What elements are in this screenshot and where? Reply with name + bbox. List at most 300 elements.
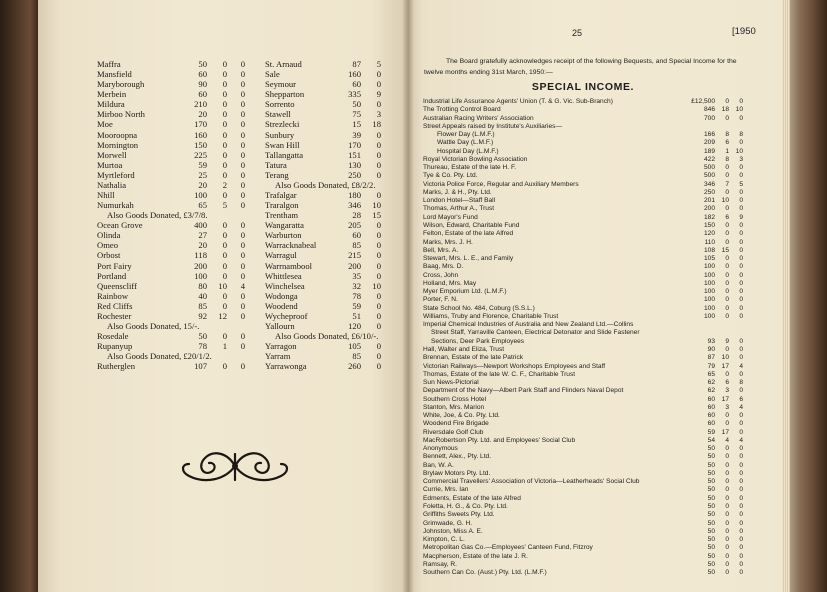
- list-row: [423, 486, 743, 494]
- list-row: [97, 170, 245, 180]
- amount-shillings: 18: [721, 106, 729, 114]
- amount-pounds: 50: [707, 445, 715, 453]
- entry-name: Johnston, Miss A. E.: [423, 527, 483, 535]
- amount-pence: [233, 321, 245, 331]
- entry-name: Porter, F. N.: [423, 296, 458, 304]
- amount-pence: 0: [739, 271, 743, 279]
- amount-pounds: 80: [198, 280, 207, 291]
- amount-pence: 0: [739, 98, 743, 105]
- amount-pence: 0: [739, 478, 743, 486]
- list-row: [423, 139, 743, 147]
- amount-pence: [381, 271, 399, 281]
- list-row: [423, 123, 743, 131]
- amount-pence: [381, 170, 399, 180]
- amount-pounds: 50: [707, 552, 715, 560]
- amount-pence: [236, 351, 245, 361]
- amount-pence: 0: [240, 260, 245, 271]
- list-row: [265, 301, 399, 311]
- entry-name: Holland, Mrs. May: [423, 279, 477, 287]
- list-row: [97, 69, 245, 79]
- amount-pounds: 50: [352, 99, 361, 110]
- list-row: [265, 261, 399, 271]
- amount-pounds: 205: [348, 220, 361, 231]
- entry-name: Baag, Mrs. D.: [423, 263, 464, 271]
- entry-name: Portland: [97, 270, 127, 281]
- list-row: [423, 470, 743, 478]
- list-row: [423, 561, 743, 569]
- amount-pounds: 400: [194, 220, 207, 231]
- amount-pounds: 150: [703, 221, 715, 229]
- amount-shillings: 0: [725, 445, 729, 453]
- amount-pounds: 107: [194, 361, 207, 372]
- amount-pounds: [212, 351, 226, 361]
- list-row: [423, 313, 743, 321]
- amount-pounds: 50: [707, 511, 715, 519]
- list-row: [423, 197, 743, 205]
- list-row: [265, 250, 399, 260]
- amount-pence: [381, 351, 399, 361]
- list-row: [265, 240, 399, 250]
- amount-shillings: 0: [222, 79, 227, 90]
- amount-pounds: 100: [703, 296, 715, 304]
- amount-pounds: 100: [703, 288, 715, 296]
- list-row: [97, 230, 245, 240]
- amount-pounds: 105: [348, 341, 361, 352]
- list-row: [97, 250, 245, 260]
- amount-shillings: 0: [725, 370, 729, 378]
- book-gutter: [402, 0, 414, 592]
- entry-name: Rainbow: [97, 290, 129, 301]
- amount-pence: 0: [739, 519, 743, 527]
- amount-pounds: 250: [703, 188, 715, 196]
- amount-pounds: 225: [194, 149, 207, 160]
- list-row: [97, 361, 245, 371]
- list-row: [265, 190, 399, 200]
- amount-pounds: 100: [194, 270, 207, 281]
- list-row: [97, 291, 245, 301]
- amount-shillings: [715, 321, 729, 329]
- amount-shillings: 0: [725, 544, 729, 552]
- amount-pounds: 85: [352, 351, 361, 362]
- amount-pence: 0: [240, 89, 245, 100]
- entry-name: Street Staff, Yarraville Canteen, Electrical Detonator and Slide Fastener: [431, 329, 640, 337]
- amount-pence: 0: [739, 164, 743, 172]
- list-row: [423, 354, 743, 362]
- entry-name: Imperial Chemical Industries of Australia and New Zealand Ltd.—Collins: [423, 321, 634, 329]
- list-row: [423, 528, 743, 536]
- amount-shillings: 0: [725, 552, 729, 560]
- amount-pence: [381, 160, 399, 170]
- amount-shillings: 0: [376, 240, 381, 251]
- amount-pence: 0: [739, 494, 743, 502]
- amount-shillings: 10: [372, 280, 381, 291]
- list-row: [97, 99, 245, 109]
- amount-pounds: [199, 321, 218, 331]
- amount-shillings: 0: [725, 527, 729, 535]
- amount-shillings: 0: [222, 300, 227, 311]
- list-row: [423, 255, 743, 263]
- amount-shillings: 0: [725, 569, 729, 577]
- amount-pounds: 27: [198, 230, 207, 241]
- list-row: [423, 214, 743, 222]
- amount-pounds: 60: [707, 403, 715, 411]
- amount-pounds: 90: [707, 345, 715, 353]
- amount-pence: 0: [739, 544, 743, 552]
- entry-name: Metropolitan Gas Co.—Employees' Canteen Fund, Fitzroy: [423, 544, 593, 552]
- list-row: [423, 520, 743, 528]
- page-number: 25: [572, 28, 583, 38]
- amount-shillings: 0: [725, 519, 729, 527]
- amount-pounds: 700: [703, 114, 715, 122]
- entry-name: Kimpton, C. L.: [423, 536, 465, 544]
- amount-pounds: 846: [703, 106, 715, 114]
- entry-name: Flower Day (L.M.F.): [437, 131, 495, 139]
- entry-name: Myer Emporium Ltd. (L.M.F.): [423, 288, 507, 296]
- book-cover-right: [790, 0, 827, 592]
- list-row: [423, 296, 743, 304]
- list-row: [265, 351, 399, 361]
- entry-name: Ocean Grove: [97, 220, 143, 231]
- amount-shillings: 0: [222, 250, 227, 261]
- amount-shillings: 0: [725, 494, 729, 502]
- amount-shillings: 6: [725, 139, 729, 147]
- entry-name: Royal Victorian Bowling Association: [423, 155, 528, 163]
- amount-pence: [729, 329, 743, 337]
- list-row: [423, 148, 743, 156]
- amount-pounds: 130: [348, 159, 361, 170]
- amount-pence: 0: [739, 288, 743, 296]
- amount-pence: 0: [240, 361, 245, 372]
- entry-name: Australian Racing Writers' Association: [423, 114, 534, 122]
- entry-name: Sunbury: [265, 129, 295, 140]
- list-row: [423, 503, 743, 511]
- amount-pounds: 85: [352, 240, 361, 251]
- amount-pence: 0: [739, 296, 743, 304]
- amount-pounds: 422: [703, 155, 715, 163]
- list-row: [423, 412, 743, 420]
- amount-shillings: 0: [376, 250, 381, 261]
- amount-shillings: 0: [222, 159, 227, 170]
- amount-shillings: 17: [721, 395, 729, 403]
- entry-name: Edments, Estate of the late Alfred: [423, 494, 521, 502]
- list-row: [97, 341, 245, 351]
- list-row: [423, 239, 743, 247]
- amount-pounds: 75: [352, 109, 361, 120]
- amount-shillings: 0: [725, 420, 729, 428]
- entry-name: Wilson, Edward, Charitable Fund: [423, 221, 520, 229]
- list-row: [423, 272, 743, 280]
- amount-pence: [381, 311, 399, 321]
- amount-pence: [381, 341, 399, 351]
- amount-shillings: 0: [222, 190, 227, 201]
- amount-shillings: 0: [725, 188, 729, 196]
- entry-name: Merbein: [97, 89, 127, 100]
- amount-shillings: 0: [725, 221, 729, 229]
- entry-name: Brennan, Estate of the late Patrick: [423, 354, 524, 362]
- entry-name: London Hotel—Staff Ball: [423, 197, 496, 205]
- amount-pence: 0: [739, 197, 743, 205]
- entry-name: Griffiths Sweets Pty. Ltd.: [423, 511, 495, 519]
- amount-pounds: 201: [703, 197, 715, 205]
- amount-pence: [381, 130, 399, 140]
- amount-shillings: 9: [376, 89, 381, 100]
- amount-pounds: 346: [703, 180, 715, 188]
- list-row: [265, 321, 399, 331]
- page-year: [1950: [732, 26, 756, 37]
- amount-pence: 0: [739, 428, 743, 436]
- entry-name: Traralgon: [265, 200, 299, 211]
- entry-name: Tatura: [265, 159, 287, 170]
- entry-name: Yarram: [265, 351, 291, 362]
- entry-name: Woodend Fire Brigade: [423, 420, 489, 428]
- amount-pence: 0: [739, 139, 743, 147]
- amount-pounds: 25: [198, 169, 207, 180]
- entry-name: Tye & Co. Pty. Ltd.: [423, 172, 478, 180]
- list-row: [97, 220, 245, 230]
- list-row: [97, 140, 245, 150]
- section-heading: SPECIAL INCOME.: [531, 81, 635, 93]
- amount-pounds: 160: [194, 129, 207, 140]
- list-row: [265, 291, 399, 301]
- amount-shillings: 17: [721, 362, 729, 370]
- amount-pence: 0: [240, 270, 245, 281]
- amount-pence: [381, 321, 399, 331]
- amount-pence: 0: [240, 341, 245, 352]
- list-row: [265, 160, 399, 170]
- amount-pounds: 100: [703, 271, 715, 279]
- entry-name: Yarragon: [265, 341, 297, 352]
- left-column-1: [97, 59, 245, 371]
- amount-pence: 0: [739, 552, 743, 560]
- amount-pence: 0: [739, 420, 743, 428]
- amount-pence: 0: [739, 370, 743, 378]
- entry-name: Victorian Railways—Newport Workshops Employees and Staff: [423, 362, 606, 370]
- list-row: [265, 150, 399, 160]
- entry-name: Riversdale Golf Club: [423, 428, 484, 436]
- list-row: [423, 164, 743, 172]
- entry-name: The Trotting Control Board: [423, 106, 501, 114]
- amount-pence: 0: [739, 461, 743, 469]
- amount-shillings: 0: [725, 511, 729, 519]
- amount-shillings: 7: [725, 180, 729, 188]
- amount-pounds: 93: [707, 337, 715, 345]
- list-row: [265, 180, 399, 190]
- list-row: [423, 544, 743, 552]
- amount-pence: [729, 123, 743, 131]
- amount-pounds: 79: [707, 362, 715, 370]
- amount-pounds: 200: [194, 260, 207, 271]
- amount-pounds: 50: [707, 486, 715, 494]
- entry-name: Strezlecki: [265, 119, 300, 130]
- amount-shillings: 1: [725, 147, 729, 155]
- list-row: [423, 404, 743, 412]
- amount-pounds: 118: [194, 250, 207, 261]
- list-row: [423, 205, 743, 213]
- amount-pence: 0: [240, 129, 245, 140]
- entry-name: Morwell: [97, 149, 127, 160]
- amount-pounds: [208, 210, 224, 220]
- amount-pounds: 210: [194, 99, 207, 110]
- amount-shillings: 0: [376, 270, 381, 281]
- amount-shillings: 0: [222, 119, 227, 130]
- list-row: [97, 281, 245, 291]
- entry-name: Mildura: [97, 99, 125, 110]
- entry-name: Maffra: [97, 59, 121, 69]
- entry-name: Rosedale: [97, 331, 129, 342]
- amount-shillings: 17: [721, 428, 729, 436]
- special-income-table: [423, 98, 743, 577]
- amount-pounds: £12,500: [691, 98, 715, 105]
- amount-pounds: 78: [352, 290, 361, 301]
- amount-pounds: 35: [352, 270, 361, 281]
- amount-shillings: 0: [376, 220, 381, 231]
- list-row: [97, 59, 245, 69]
- entry-name: Lord Mayor's Fund: [423, 213, 478, 221]
- list-row: [97, 160, 245, 170]
- amount-pounds: 50: [707, 569, 715, 577]
- amount-pence: [393, 331, 399, 341]
- list-row: [97, 190, 245, 200]
- amount-pence: [381, 301, 399, 311]
- amount-shillings: 0: [376, 149, 381, 160]
- list-row: [423, 106, 743, 114]
- entry-name: St. Arnaud: [265, 59, 302, 69]
- entry-name: Stawell: [265, 109, 291, 120]
- amount-shillings: 5: [222, 200, 227, 211]
- amount-shillings: 6: [725, 379, 729, 387]
- list-row: [423, 172, 743, 180]
- entry-name: Rupanyup: [97, 341, 133, 352]
- entry-name: White, Joe, & Co. Pty. Ltd.: [423, 412, 500, 420]
- list-row: [423, 371, 743, 379]
- amount-shillings: 0: [376, 300, 381, 311]
- amount-shillings: 15: [372, 210, 381, 221]
- entry-name: Rutherglen: [97, 361, 136, 372]
- list-row: [265, 69, 399, 79]
- amount-pounds: 60: [352, 230, 361, 241]
- amount-pounds: 51: [352, 310, 361, 321]
- list-row: [265, 140, 399, 150]
- list-row: [423, 420, 743, 428]
- entry-name: Seymour: [265, 79, 297, 90]
- entry-name: Yallourn: [265, 321, 295, 332]
- amount-shillings: 0: [725, 238, 729, 246]
- list-row: [423, 329, 743, 337]
- amount-shillings: 3: [376, 109, 381, 120]
- amount-shillings: 10: [372, 200, 381, 211]
- amount-pounds: 180: [348, 190, 361, 201]
- amount-pence: 9: [739, 213, 743, 221]
- amount-pounds: 65: [198, 200, 207, 211]
- amount-shillings: 0: [725, 478, 729, 486]
- list-row: [265, 89, 399, 99]
- list-row: [423, 387, 743, 395]
- amount-pounds: 200: [703, 205, 715, 213]
- amount-pounds: 120: [348, 321, 361, 332]
- amount-pence: 0: [739, 263, 743, 271]
- amount-pounds: 50: [707, 469, 715, 477]
- list-row: [97, 271, 245, 281]
- list-row: [423, 98, 743, 106]
- amount-shillings: 0: [222, 270, 227, 281]
- amount-pence: 0: [739, 445, 743, 453]
- amount-pence: [235, 210, 245, 220]
- entry-name: Warburton: [265, 230, 302, 241]
- amount-shillings: [223, 210, 234, 220]
- amount-shillings: 0: [376, 310, 381, 321]
- entry-name: Moe: [97, 119, 113, 130]
- amount-pence: 6: [739, 395, 743, 403]
- list-row: [265, 271, 399, 281]
- entry-name: Orbost: [97, 250, 121, 261]
- entry-name: Red Cliffs: [97, 300, 133, 311]
- entry-name: State School No. 484, Coburg (S.S.L.): [423, 304, 535, 312]
- amount-pounds: 182: [703, 213, 715, 221]
- amount-pounds: 200: [348, 260, 361, 271]
- amount-pence: 0: [240, 250, 245, 261]
- amount-pounds: 40: [198, 290, 207, 301]
- amount-shillings: 0: [725, 296, 729, 304]
- amount-shillings: 1: [222, 341, 227, 352]
- amount-pounds: 108: [703, 246, 715, 254]
- entry-name: Mirboo North: [97, 109, 145, 120]
- amount-pounds: 65: [707, 370, 715, 378]
- entry-name: Sun News-Pictorial: [423, 379, 479, 387]
- entry-name: Thureau, Estate of the late H. F.: [423, 164, 517, 172]
- amount-pounds: 60: [352, 79, 361, 90]
- entry-name: Numurkah: [97, 200, 134, 211]
- entry-name: Queenscliff: [97, 280, 137, 291]
- amount-shillings: [715, 123, 729, 131]
- amount-pounds: 78: [198, 341, 207, 352]
- amount-pence: 0: [739, 345, 743, 353]
- amount-pounds: 87: [352, 59, 361, 69]
- amount-pence: 0: [739, 221, 743, 229]
- entry-name: Maryborough: [97, 79, 145, 90]
- list-row: [423, 478, 743, 486]
- amount-pounds: 62: [707, 387, 715, 395]
- amount-pounds: [376, 180, 386, 190]
- amount-pence: [381, 240, 399, 250]
- list-row: [423, 305, 743, 313]
- amount-pence: [381, 79, 399, 89]
- amount-shillings: 0: [376, 169, 381, 180]
- amount-pence: 0: [739, 453, 743, 461]
- entry-name: Trafalgar: [265, 190, 297, 201]
- entry-name: Foletta, H. G., & Co. Pty. Ltd.: [423, 503, 508, 511]
- list-row: [423, 445, 743, 453]
- list-row: [423, 569, 743, 577]
- amount-pence: 0: [240, 59, 245, 69]
- amount-pounds: 170: [194, 119, 207, 130]
- list-row: [423, 553, 743, 561]
- amount-shillings: 0: [376, 361, 381, 372]
- amount-pounds: 62: [707, 379, 715, 387]
- entry-name: Warragul: [265, 250, 297, 261]
- left-column-2: [265, 59, 399, 371]
- list-row: [423, 222, 743, 230]
- list-row: [265, 281, 399, 291]
- amount-pounds: 500: [703, 172, 715, 180]
- amount-shillings: 8: [725, 131, 729, 139]
- list-row: [97, 79, 245, 89]
- list-row: [97, 200, 245, 210]
- amount-pence: [381, 190, 399, 200]
- entry-name: Marks, J. & H., Pty. Ltd.: [423, 188, 492, 196]
- entry-name: Also Goods Donated, £20/1/2.: [107, 351, 212, 362]
- amount-pounds: 100: [703, 263, 715, 271]
- amount-shillings: [715, 329, 729, 337]
